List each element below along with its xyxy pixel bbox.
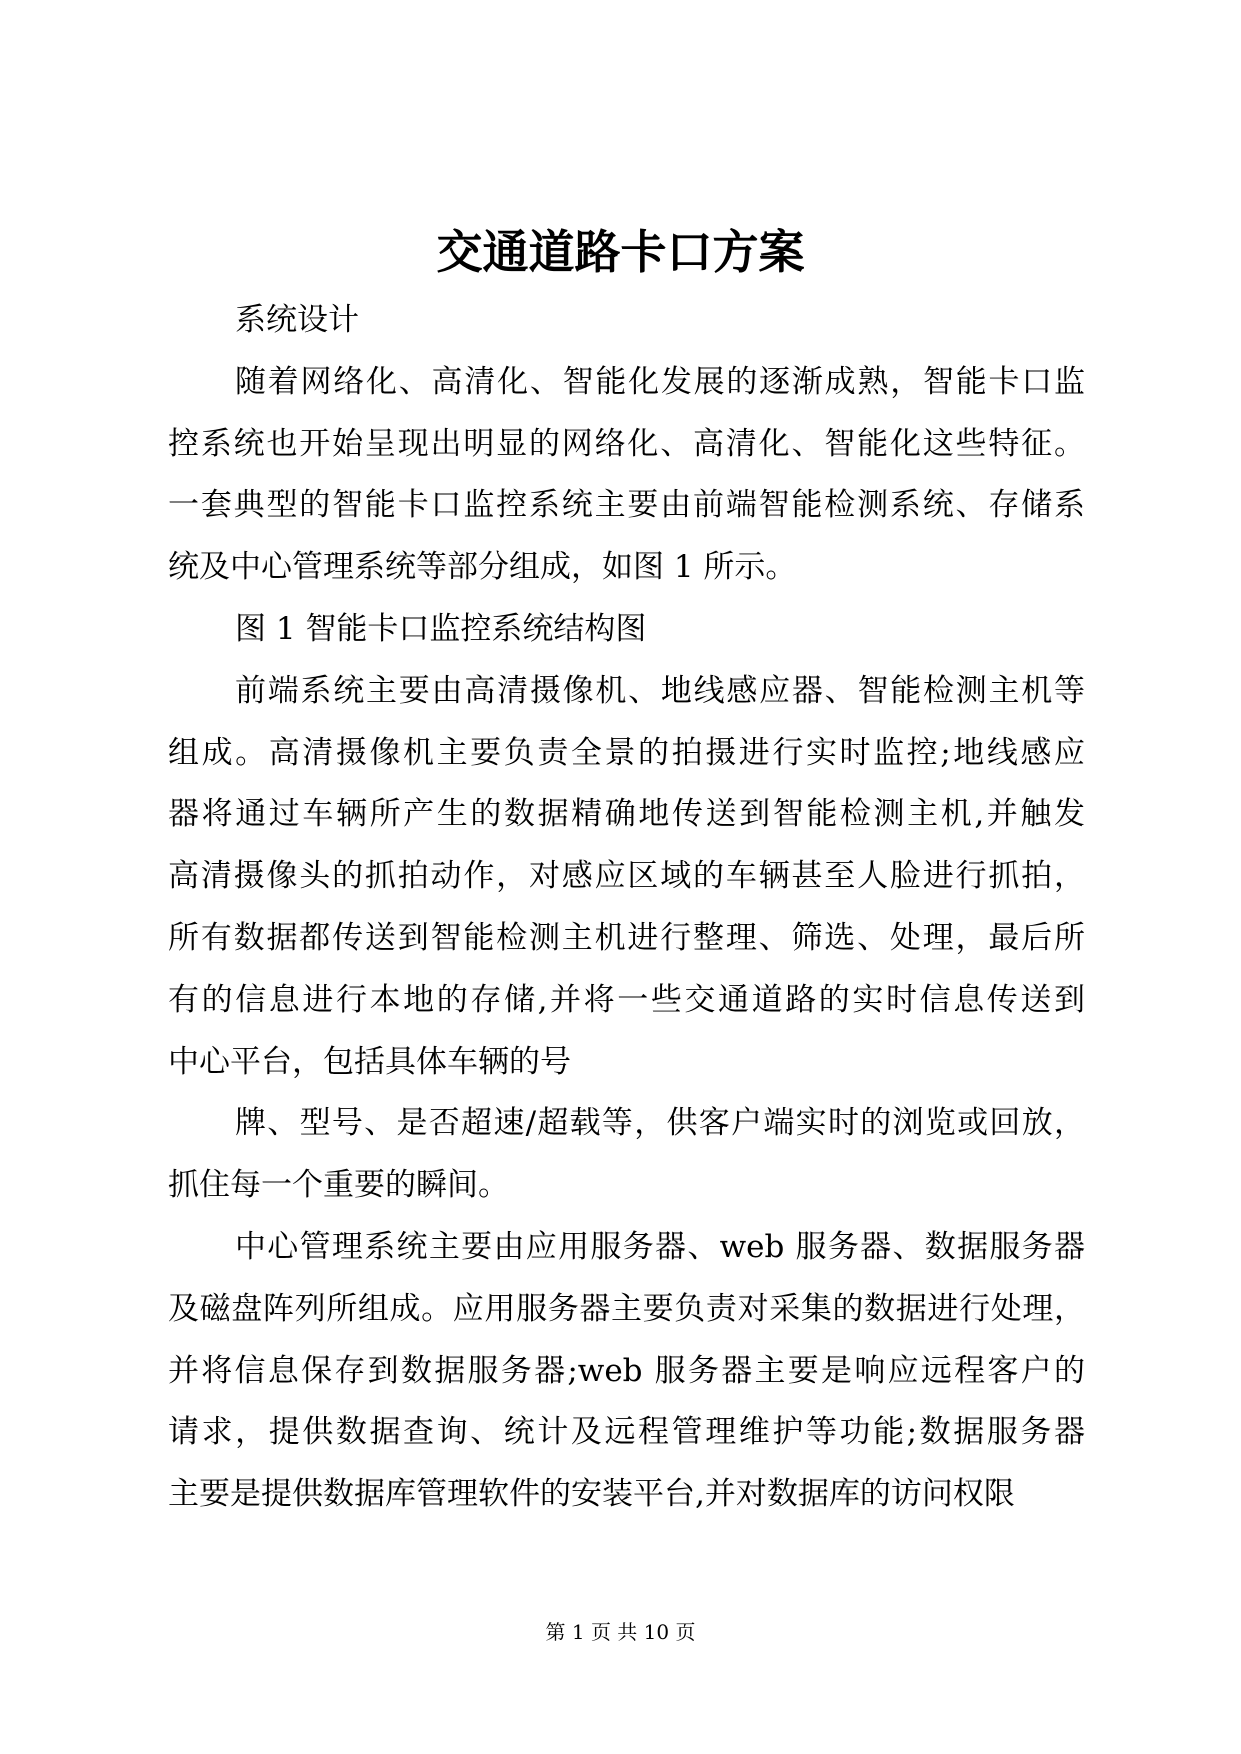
text-line: 请求，提供数据查询、统计及远程管理维护等功能;数据服务器 [168, 1414, 1085, 1451]
text-line: 高清摄像头的抓拍动作，对感应区域的车辆甚至人脸进行抓拍， [168, 858, 1085, 895]
text-line: 主要是提供数据库管理软件的安装平台,并对数据库的访问权限 [168, 1476, 1015, 1513]
text-line: 并将信息保存到数据服务器;web 服务器主要是响应远程客户的 [168, 1352, 1085, 1389]
text-line: 图 1 智能卡口监控系统结构图 [235, 610, 647, 647]
text-line: 器将通过车辆所产生的数据精确地传送到智能检测主机,并触发 [168, 796, 1085, 833]
text-line: 系统设计 [235, 302, 359, 338]
text-line: 中心平台，包括具体车辆的号 [168, 1043, 571, 1080]
text-line: 组成。高清摄像机主要负责全景的拍摄进行实时监控;地线感应 [168, 734, 1085, 771]
document-title: 交通道路卡口方案 [436, 225, 805, 279]
paragraph [168, 1217, 1085, 1526]
text-line: 统及中心管理系统等部分组成，如图 1 所示。 [168, 549, 797, 586]
text-line: 及磁盘阵列所组成。应用服务器主要负责对采集的数据进行处理， [168, 1290, 1085, 1327]
text-line: 牌、型号、是否超速/超载等，供客户端实时的浏览或回放， [235, 1105, 1085, 1142]
paragraph [168, 661, 1085, 1094]
text-line: 前端系统主要由高清摄像机、地线感应器、智能检测主机等 [235, 672, 1085, 709]
paragraph [168, 352, 1085, 599]
text-line: 中心管理系统主要由应用服务器、web 服务器、数据服务器 [235, 1228, 1085, 1265]
text-line: 抓住每一个重要的瞬间。 [168, 1167, 509, 1204]
document-body [168, 290, 1085, 1526]
page-footer: 第 1 页 共 10 页 [545, 1620, 696, 1644]
text-line: 一套典型的智能卡口监控系统主要由前端智能检测系统、存储系 [168, 487, 1085, 524]
text-line: 所有数据都传送到智能检测主机进行整理、筛选、处理，最后所 [168, 919, 1085, 956]
text-line: 随着网络化、高清化、智能化发展的逐渐成熟，智能卡口监 [235, 363, 1085, 400]
paragraph [168, 599, 1085, 661]
text-line: 有的信息进行本地的存储,并将一些交通道路的实时信息传送到 [168, 981, 1085, 1018]
paragraph [168, 1093, 1085, 1217]
text-line: 控系统也开始呈现出明显的网络化、高清化、智能化这些特征。 [168, 425, 1085, 462]
paragraph [168, 290, 1085, 352]
